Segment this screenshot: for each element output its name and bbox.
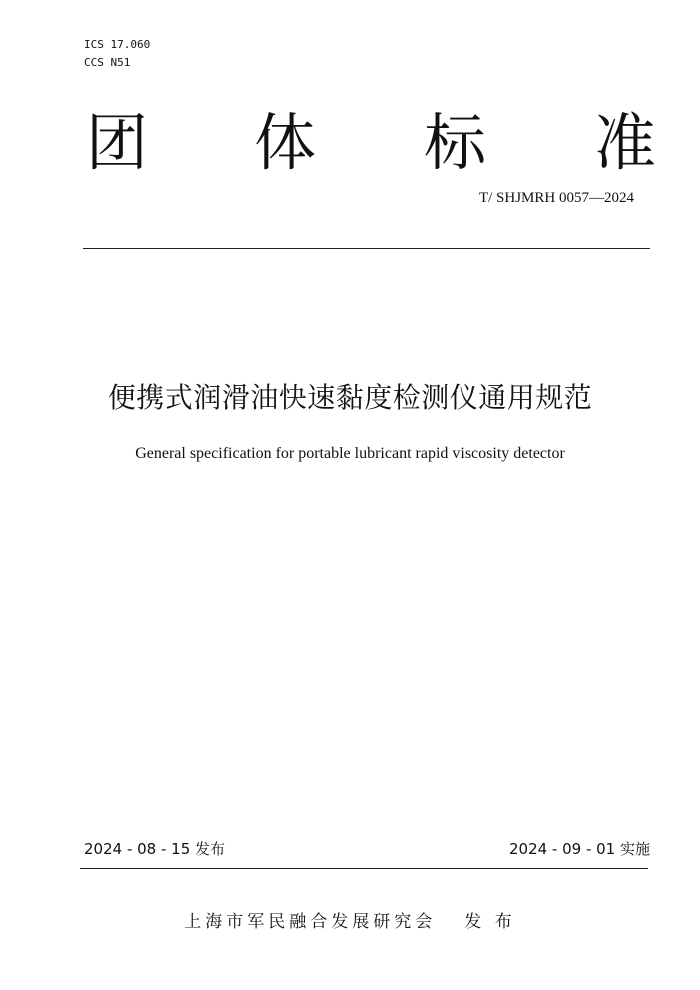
footer-divider xyxy=(80,868,648,869)
classification-codes xyxy=(84,36,150,72)
issue-date: 2024 - 08 - 15 发布 xyxy=(84,840,226,858)
standard-type-char-1: 团 xyxy=(86,106,149,179)
publisher-organization: 上海市军民融合发展研究会 xyxy=(184,912,437,932)
ics-code: ICS 17.060 xyxy=(84,38,151,51)
standard-number: T/ SHJMRH 0057—2024 xyxy=(478,190,634,206)
header-divider xyxy=(83,248,650,249)
publisher-line xyxy=(0,907,700,932)
chinese-title: 便携式润滑油快速黏度检测仪通用规范 xyxy=(107,381,593,414)
publish-action: 发 布 xyxy=(464,912,516,932)
ccs-code: CCS N51 xyxy=(84,56,131,69)
standard-type-char-2: 体 xyxy=(254,106,317,179)
english-title: General specification for portable lubricant rapid viscosity detector xyxy=(135,445,565,462)
effective-date: 2024 - 09 - 01 实施 xyxy=(508,840,650,858)
standard-type-char-4: 准 xyxy=(594,106,657,179)
standard-type-char-3: 标 xyxy=(424,106,487,179)
